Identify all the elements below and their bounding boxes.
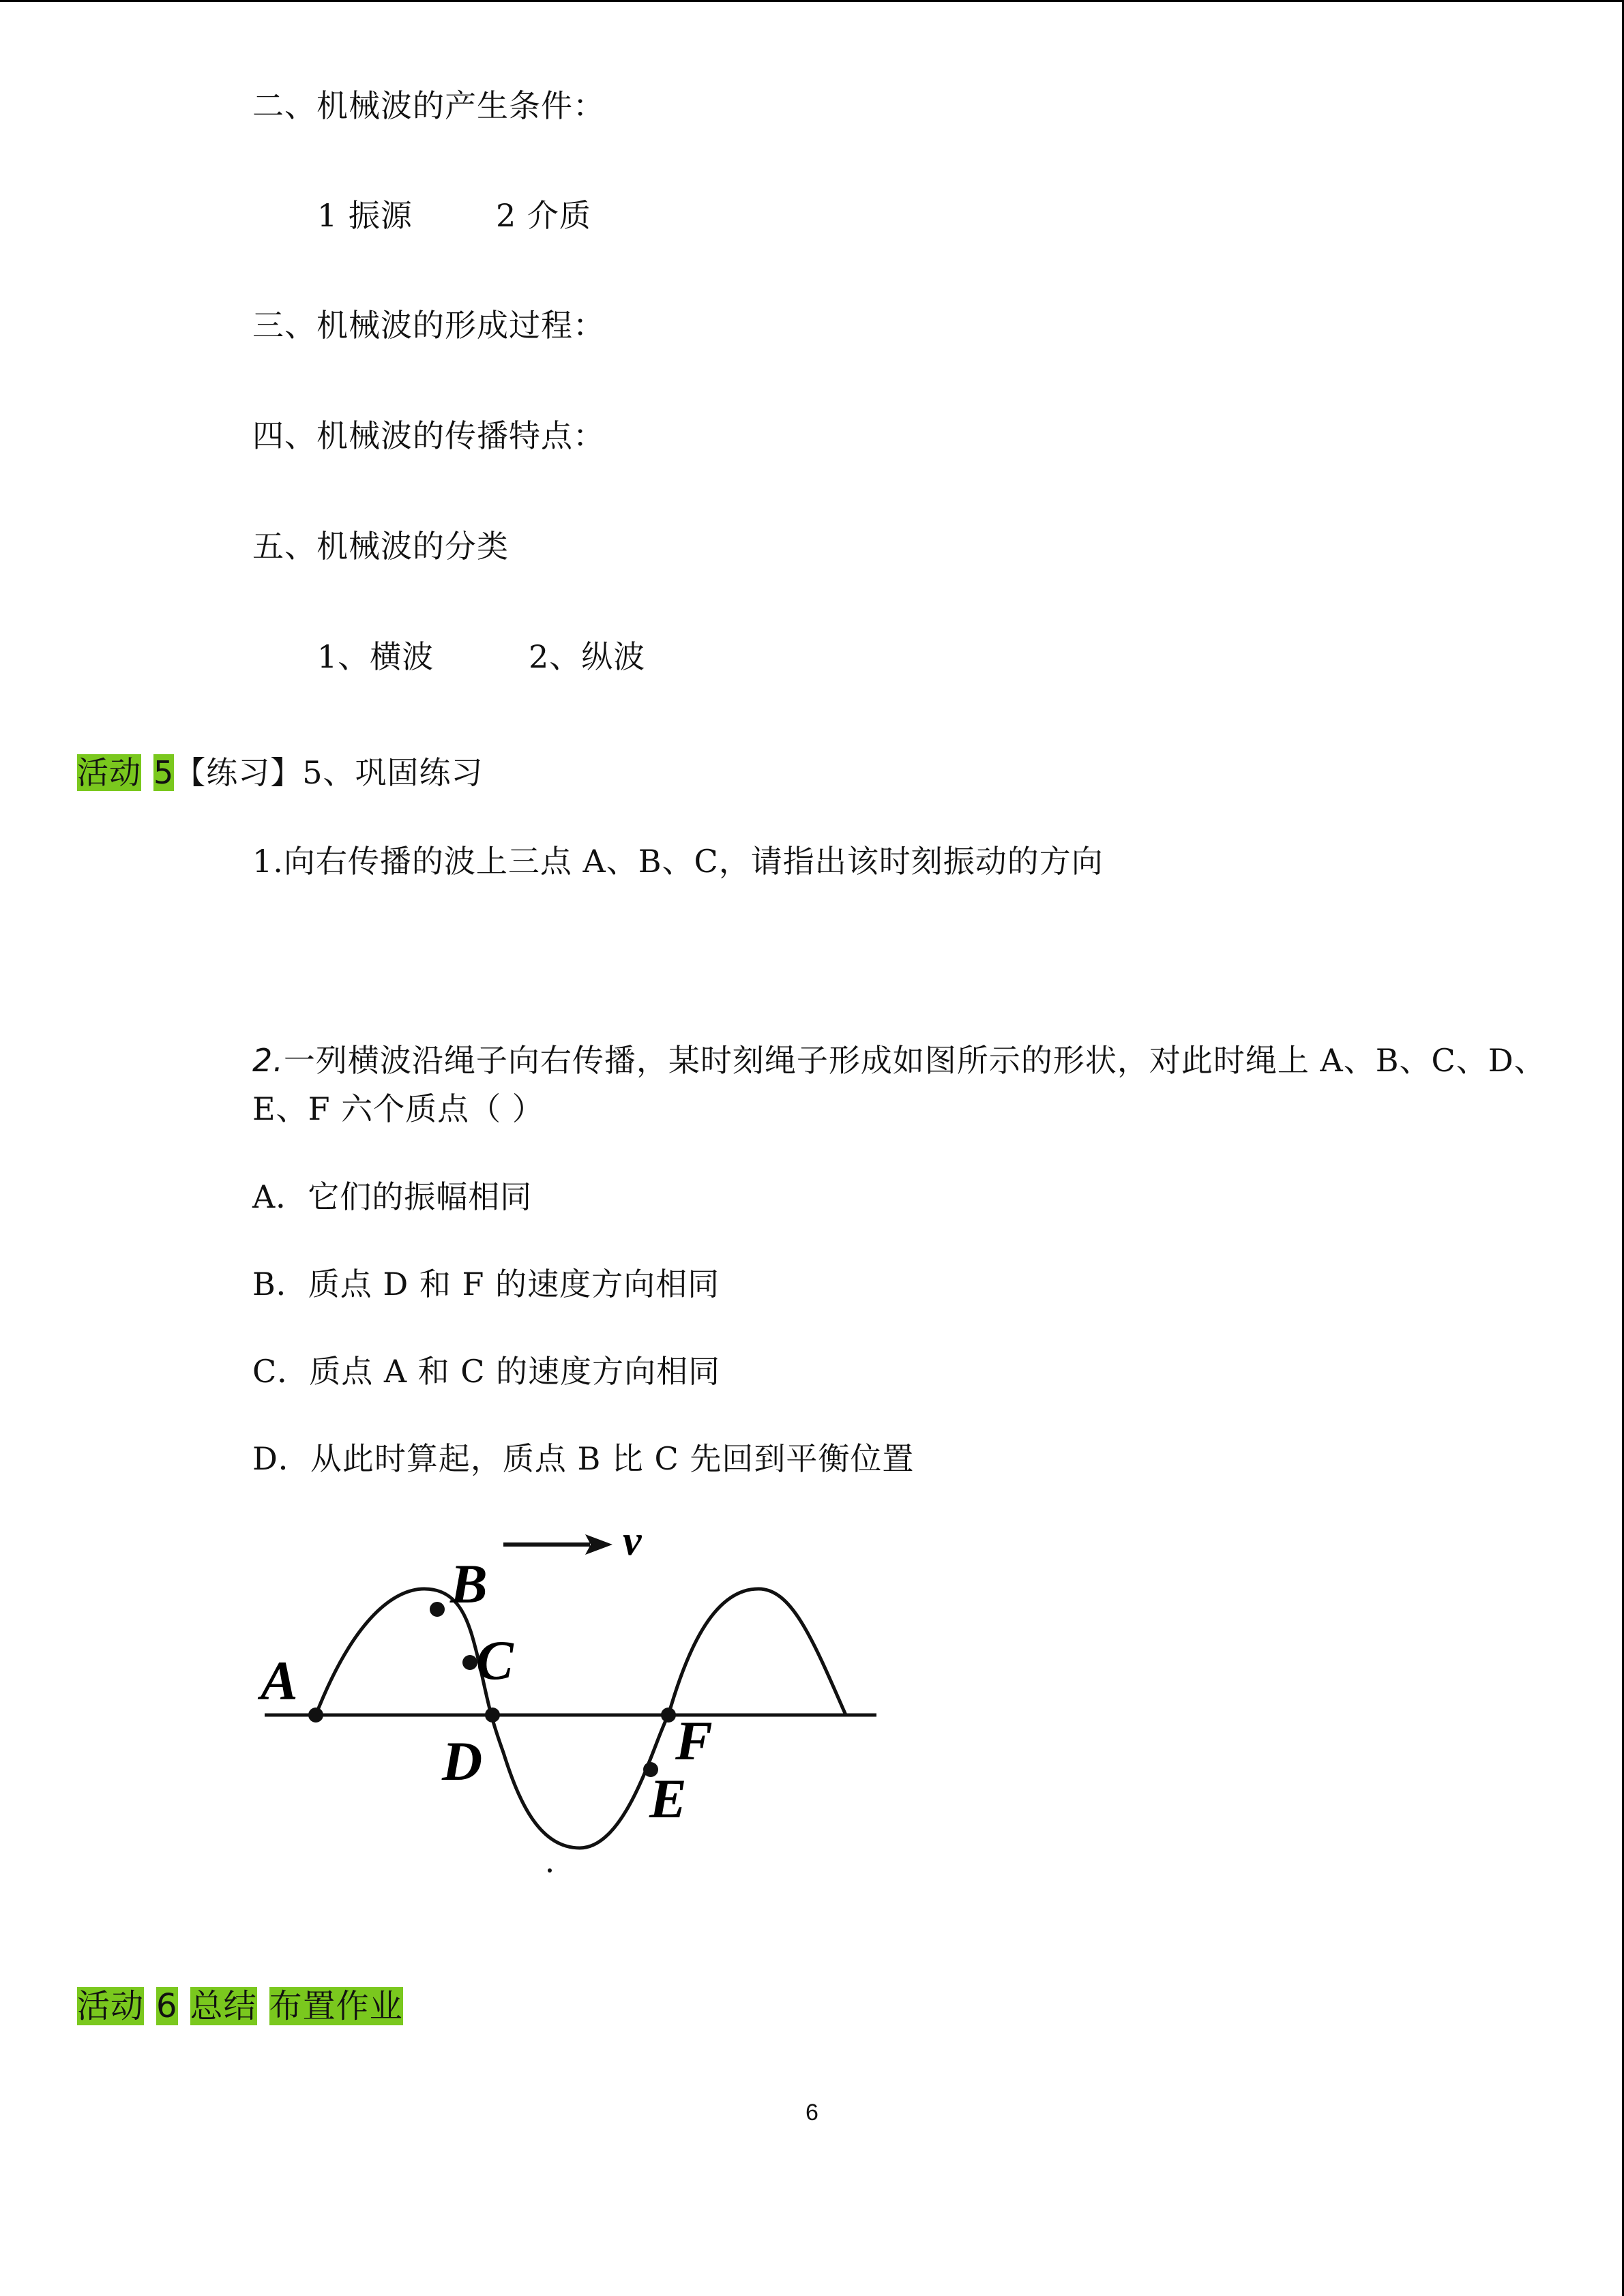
question-2-number: 2. (252, 1042, 284, 1079)
option-b: B．质点 D 和 F 的速度方向相同 (252, 1266, 720, 1302)
activity-6-title-2: 布置作业 (269, 1987, 403, 2025)
option-d: D．从此时算起，质点 B 比 C 先回到平衡位置 (252, 1440, 915, 1477)
activity-6-label: 活动 (77, 1987, 145, 2025)
section-2-item-2: 2 介质 (496, 197, 591, 234)
point-b-label: B (450, 1553, 488, 1615)
point-f-marker (661, 1708, 676, 1723)
wave-curve (316, 1589, 846, 1848)
activity-5-heading (77, 752, 484, 793)
velocity-label: v (623, 1518, 642, 1564)
question-2-stem: 一列横波沿绳子向右传播，某时刻绳子形成如图所示的形状，对此时绳上 A、B、C、D、 (283, 1042, 1546, 1079)
point-e-label: E (649, 1768, 687, 1830)
point-f-label: F (675, 1710, 713, 1772)
activity-6-number: 6 (156, 1987, 178, 2025)
point-d-label: D (442, 1730, 483, 1792)
page-top-border (0, 0, 1624, 2)
page-number: 6 (806, 2100, 818, 2126)
section-3-title: 三、机械波的形成过程： (252, 307, 605, 344)
point-c-label: C (476, 1629, 514, 1691)
question-1-text: 1.向右传播的波上三点 A、B、C，请指出该时刻振动的方向 (252, 843, 1104, 880)
activity-5-label: 活动 (77, 754, 141, 791)
point-a-marker (308, 1708, 323, 1723)
point-b-marker (430, 1602, 445, 1617)
wave-figure (246, 1507, 900, 1889)
section-2-title: 二、机械波的产生条件： (252, 87, 605, 124)
activity-6-title-1: 总结 (190, 1987, 257, 2025)
stray-dot (548, 1868, 552, 1873)
question-2-line-2: E、F 六个质点（ ） (252, 1090, 544, 1127)
option-c: C．质点 A 和 C 的速度方向相同 (252, 1353, 721, 1390)
activity-5-number: 5 (153, 754, 175, 791)
section-5-item-1: 1、横波 (317, 638, 434, 675)
question-2-line-1 (252, 1040, 1546, 1081)
section-5-title: 五、机械波的分类 (252, 528, 509, 565)
section-4-title: 四、机械波的传播特点： (252, 417, 605, 454)
point-a-label: A (261, 1650, 298, 1712)
activity-5-rest: 【练习】5、巩固练习 (174, 754, 484, 791)
activity-6-heading (77, 1986, 403, 2027)
section-5-item-2: 2、纵波 (529, 638, 646, 675)
option-a: A．它们的振幅相同 (252, 1178, 533, 1215)
section-2-item-1: 1 振源 (317, 197, 413, 234)
point-d-marker (485, 1708, 500, 1723)
point-c-marker (462, 1655, 477, 1670)
